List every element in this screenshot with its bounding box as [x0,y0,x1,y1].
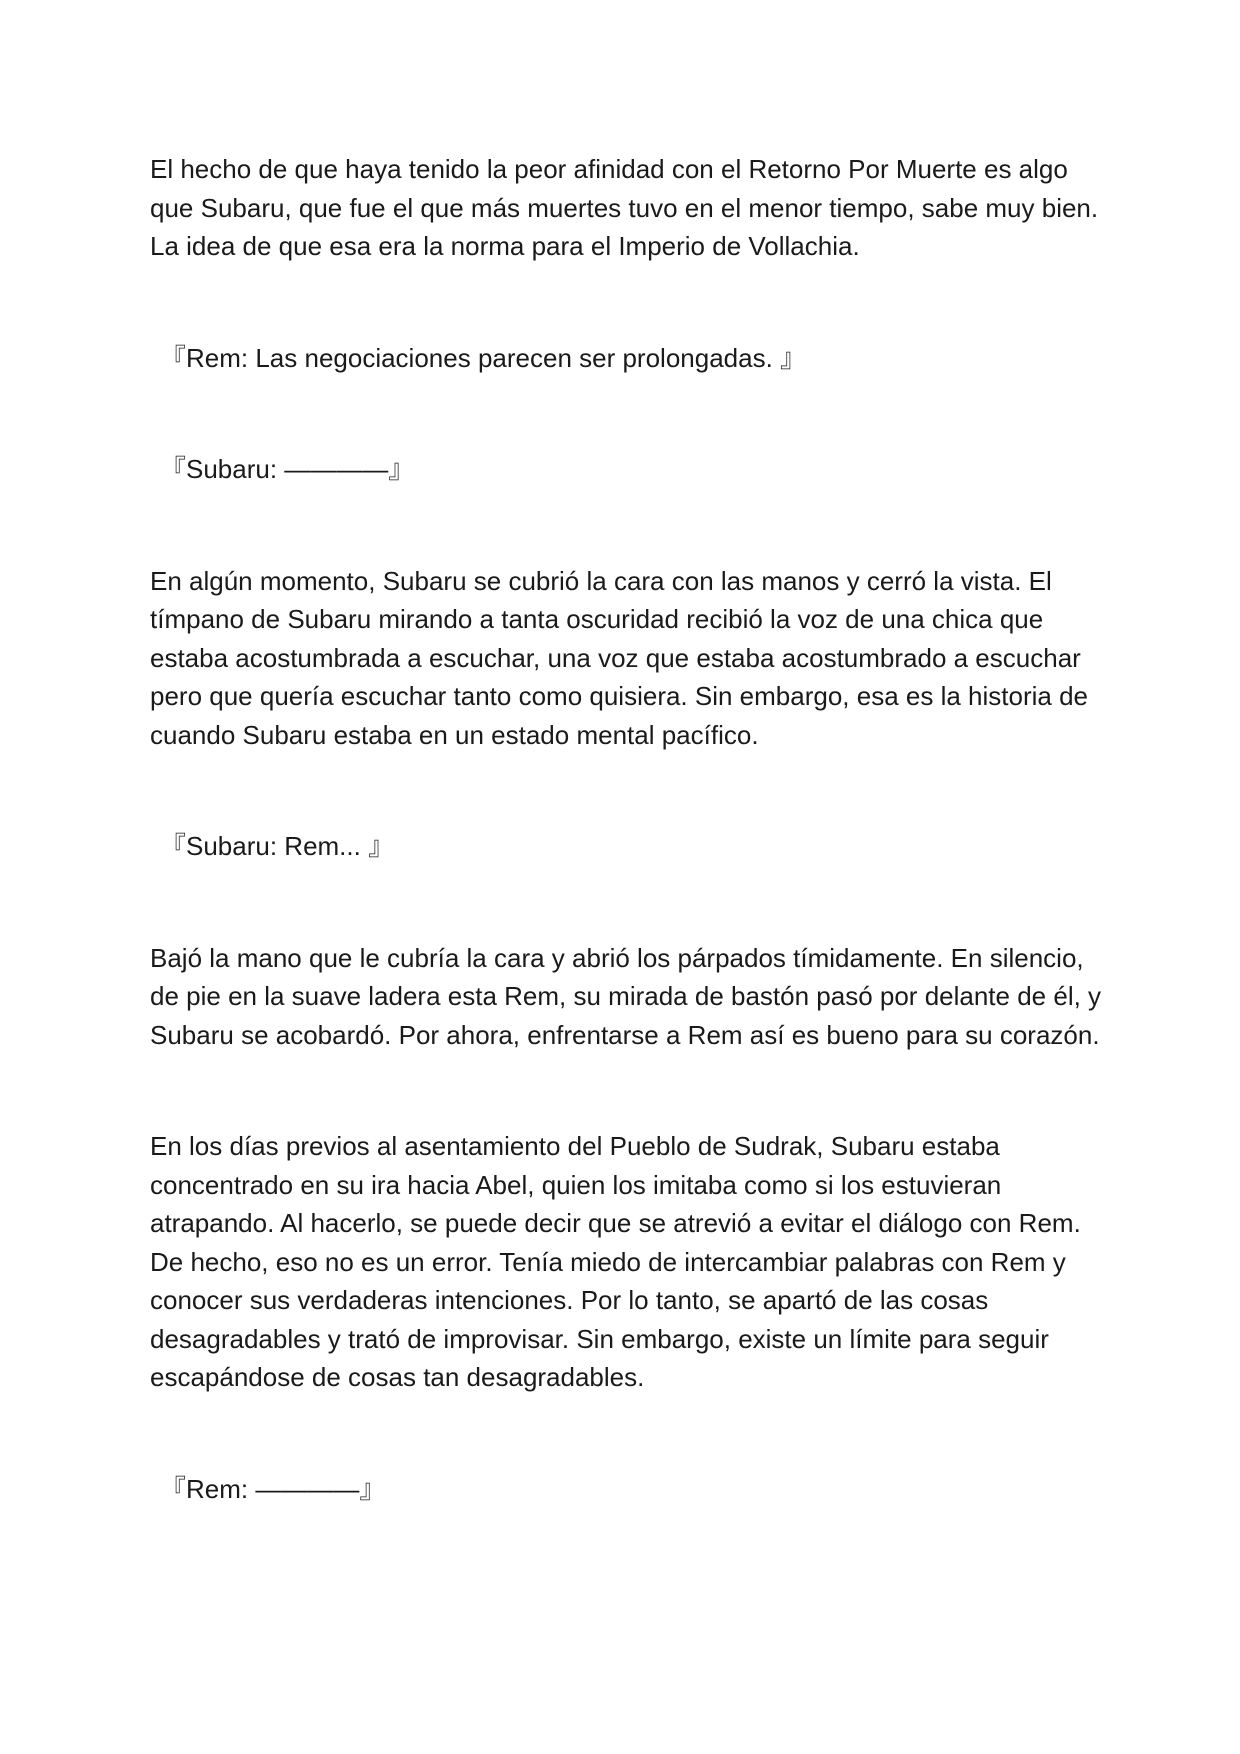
paragraph-3: Bajó la mano que le cubría la cara y abrió los párpados tímidamente. En silencio, de pie en la suave ladera esta Rem, su mirada de bastón pasó por delante de él, y Subaru se acobardó. Por ahora, enfrentarse a Rem así es bueno para su corazón. [150,942,1102,1050]
text-body [150,150,1110,1508]
dialogue-rem-negotiations: 『Rem: Las negociaciones parecen ser prolongadas. 』 [160,342,807,373]
dialogue-subaru-silence: 『Subaru: ————』 [160,454,415,484]
paragraph-4: En los días previos al asentamiento del Pueblo de Sudrak, Subaru estaba concentrado en su ira hacia Abel, quien los imitaba como si los estuvieran atrapando. Al hacerlo, se puede decir que se atrevió a evitar el diálogo con Rem. De hecho, eso no es un error. Tenía miedo de intercambiar palabras con Rem y conocer sus verdaderas intenciones. Por lo tanto, se apartó de las cosas desagradables y trató de improvisar. Sin embargo, existe un límite para seguir escapándose de cosas tan desagradables. [150,1131,1081,1392]
paragraph-2: En algún momento, Subaru se cubrió la cara con las manos y cerró la vista. El tímpano de Subaru mirando a tanta oscuridad recibió la voz de una chica que estaba acostumbrada a escuchar, una voz que estaba acostumbrado a escuchar pero que quería escuchar tanto como quisiera. Sin embargo, esa es la historia de cuando Subaru estaba en un estado mental pacífico. [150,565,1088,750]
paragraph-1: El hecho de que haya tenido la peor afinidad con el Retorno Por Muerte es algo que Subaru, que fue el que más muertes tuvo en el menor tiempo, sabe muy bien. La idea de que esa era la norma para el Imperio de Vollachia. [150,154,1099,261]
dialogue-rem-silence: 『Rem: ————』 [160,1473,386,1504]
dialogue-subaru-rem: 『Subaru: Rem... 』 [160,831,395,861]
